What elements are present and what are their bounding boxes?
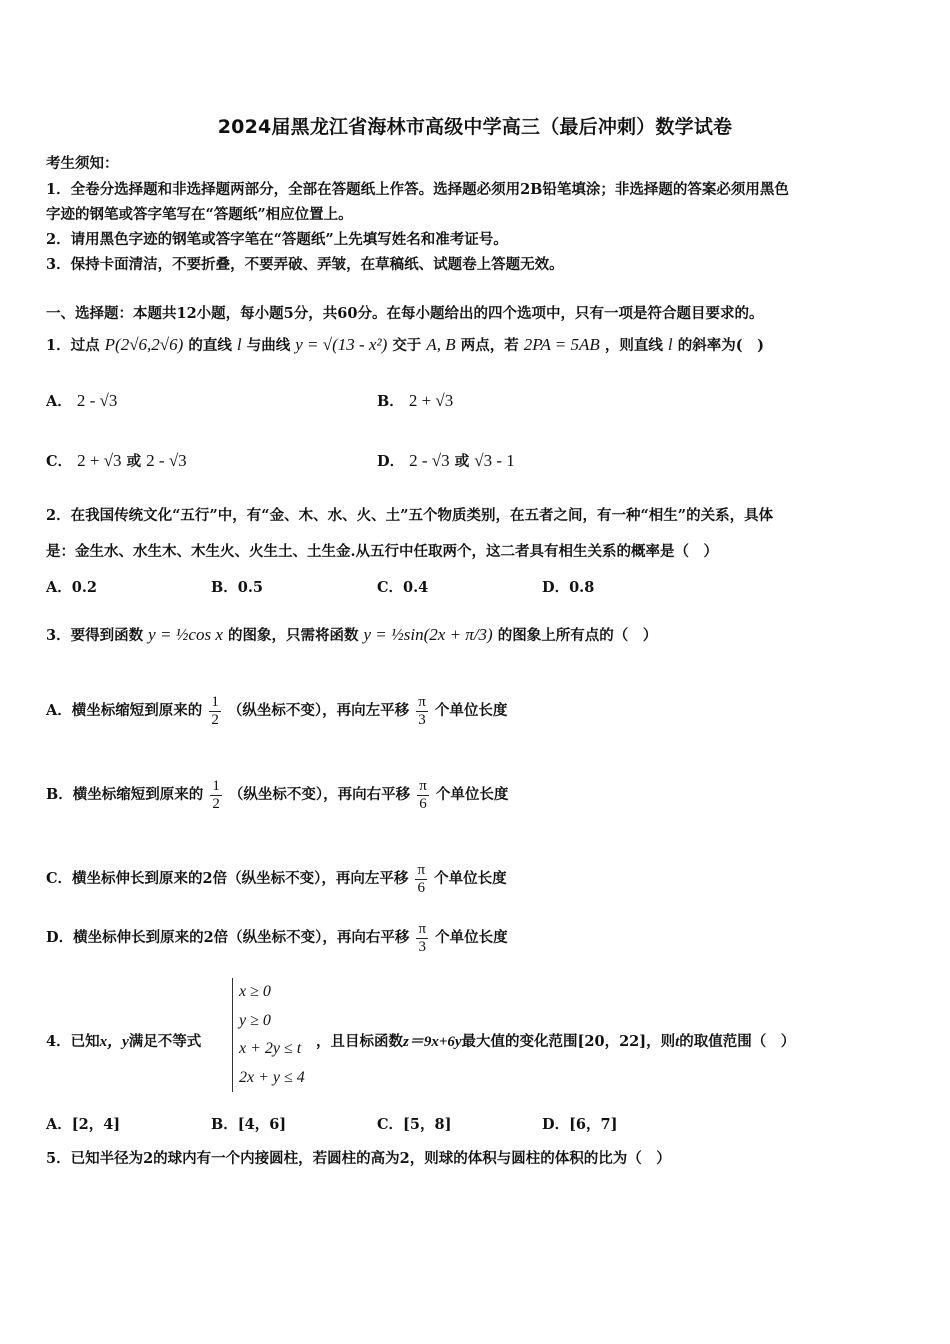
option-value: 2 - √3 — [146, 451, 187, 470]
fraction-one-half — [210, 778, 222, 812]
fraction-numerator: π — [419, 778, 427, 794]
q1-points-ab: A, B — [426, 335, 456, 354]
q4-text: 满足不等式 — [128, 1033, 202, 1050]
q1-curve: y = √(13 - x²) — [295, 335, 388, 354]
option-text: 个单位长度 — [434, 702, 508, 719]
q3-option-b[interactable] — [46, 778, 508, 812]
q1-text: ，则直线 — [604, 337, 663, 354]
option-or: 或 — [126, 453, 142, 470]
q3-text: 的图象，只需将函数 — [227, 627, 359, 644]
notice-heading: 考生须知： — [46, 155, 119, 172]
q4-text: 4．已知 — [46, 1033, 100, 1050]
fraction-denominator: 2 — [212, 795, 220, 812]
fraction-pi-over-3 — [416, 694, 428, 728]
fraction-numerator: 1 — [211, 694, 219, 710]
fraction-one-half — [209, 694, 221, 728]
option-text: （纵坐标不变），再向左平移 — [227, 702, 410, 719]
q1-option-b[interactable] — [377, 390, 453, 411]
option-text: 个单位长度 — [435, 929, 508, 946]
section-heading: 一、选择题：本题共12小题，每小题5分，共60分。在每小题给出的四个选项中，只有一项是符合题目要求的。 — [46, 305, 764, 322]
option-value: 2 + √3 — [77, 451, 122, 470]
option-letter: A． — [46, 393, 72, 410]
option-letter: B． — [377, 393, 404, 410]
q1-option-c[interactable] — [46, 450, 187, 471]
notice-item: 3．保持卡面清洁，不要折叠，不要弄破、弄皱，在草稿纸、试题卷上答题无效。 — [46, 256, 564, 273]
question-1-stem — [46, 334, 764, 355]
q4-option-a[interactable]: A．[2，4] — [46, 1116, 121, 1133]
q2-option-c[interactable]: C．0.4 — [377, 579, 429, 596]
fraction-pi-over-3 — [416, 921, 428, 955]
q3-text: 的图象上所有点的（ ） — [497, 627, 658, 644]
fraction-denominator: 6 — [419, 795, 427, 812]
question-4-stem-right — [316, 1030, 795, 1051]
fraction-numerator: π — [418, 921, 427, 937]
q4-objective: z＝9x+6y — [403, 1034, 462, 1050]
option-value: 2 + √3 — [408, 391, 454, 410]
q4-option-b[interactable]: B．[4，6] — [211, 1116, 287, 1133]
fraction-numerator: π — [418, 694, 426, 710]
q4-text: ，且目标函数 — [316, 1033, 403, 1050]
option-or: 或 — [454, 453, 470, 470]
q1-option-a[interactable] — [46, 390, 117, 411]
option-letter: C． — [46, 453, 73, 470]
question-2-line: 2．在我国传统文化“五行”中，有“金、木、水、火、土”五个物质类别，在五者之间，有一种“相生”的关系，具体 — [46, 507, 774, 524]
fraction-pi-over-6 — [417, 778, 429, 812]
option-value: 2 - √3 — [409, 451, 450, 470]
option-text: 个单位长度 — [434, 870, 507, 887]
option-value: 2 - √3 — [76, 391, 118, 410]
notice-item: 2．请用黑色字迹的钢笔或答字笔在“答题纸”上先填写姓名和准考证号。 — [46, 231, 508, 248]
option-value: √3 - 1 — [474, 451, 515, 470]
q2-option-a[interactable]: A．0.2 — [46, 579, 97, 596]
q4-text: 的取值范围（ ） — [679, 1033, 796, 1050]
q1-text: 交于 — [392, 337, 422, 354]
fraction-denominator: 3 — [418, 938, 427, 955]
q2-option-b[interactable]: B．0.5 — [211, 579, 263, 596]
q4-option-c[interactable]: C．[5，8] — [377, 1116, 452, 1133]
inequality: y ≥ 0 — [239, 1011, 271, 1029]
q1-line-symbol: l — [667, 335, 673, 354]
q4-text: 最大值的变化范围[20，22]，则 — [461, 1033, 676, 1050]
q1-text: 两点，若 — [460, 337, 519, 354]
brace-icon — [226, 1030, 233, 1038]
q1-text: 的直线 — [188, 337, 232, 354]
q2-option-d[interactable]: D．0.8 — [542, 579, 595, 596]
q3-option-a[interactable] — [46, 694, 507, 728]
q4-variables: x，y — [99, 1034, 129, 1050]
q3-function-1: y = ½cos x — [148, 625, 223, 644]
fraction-pi-over-6 — [415, 862, 427, 896]
option-text: C．横坐标伸长到原来的2倍（纵坐标不变），再向左平移 — [46, 870, 409, 887]
fraction-denominator: 6 — [417, 879, 425, 896]
option-text: B．横坐标缩短到原来的 — [46, 786, 204, 803]
exam-title: 2024届黑龙江省海林市高级中学高三（最后冲刺）数学试卷 — [217, 116, 733, 138]
notice-item: 字迹的钢笔或答字笔写在“答题纸”相应位置上。 — [46, 206, 353, 223]
option-text: 个单位长度 — [435, 786, 509, 803]
q4-option-d[interactable]: D．[6，7] — [542, 1116, 618, 1133]
option-text: D．横坐标伸长到原来的2倍（纵坐标不变），再向右平移 — [46, 929, 410, 946]
question-4-stem-left — [46, 1030, 201, 1051]
q1-line-symbol: l — [236, 335, 242, 354]
option-text: （纵坐标不变），再向右平移 — [228, 786, 411, 803]
question-2-line: 是：金生水、水生木、木生火、火生土、土生金.从五行中任取两个，这二者具有相生关系的概率是（ ） — [46, 543, 719, 560]
q1-condition: 2PA = 5AB — [523, 335, 600, 354]
option-letter: D． — [377, 453, 405, 470]
q3-option-d[interactable] — [46, 921, 508, 955]
inequality: x ≥ 0 — [239, 983, 271, 1000]
q3-function-2: y = ½sin(2x + π/3) — [363, 625, 493, 644]
fraction-denominator: 2 — [211, 711, 219, 728]
q3-option-c[interactable] — [46, 862, 507, 896]
inequality: 2x + y ≤ 4 — [239, 1068, 305, 1086]
q1-point: P(2√6,2√6) — [104, 335, 184, 354]
notice-item: 1．全卷分选择题和非选择题两部分，全部在答题纸上作答。选择题必须用2B铅笔填涂；非选择题的答案必须用黑色 — [46, 181, 789, 198]
q4-t: t — [675, 1034, 680, 1050]
q1-text: 的斜率为( ) — [677, 337, 764, 354]
q1-option-d[interactable] — [377, 450, 515, 471]
q3-text: 3．要得到函数 — [46, 627, 144, 644]
question-3-stem — [46, 624, 657, 645]
inequality: x + 2y ≤ t — [239, 1040, 302, 1057]
q1-text: 1．过点 — [46, 337, 100, 354]
fraction-denominator: 3 — [418, 711, 426, 728]
question-5-stem: 5．已知半径为2的球内有一个内接圆柱，若圆柱的高为2，则球的体积与圆柱的体积的比为（ ） — [46, 1150, 671, 1167]
fraction-numerator: π — [417, 862, 426, 878]
fraction-numerator: 1 — [212, 778, 220, 794]
option-text: A．横坐标缩短到原来的 — [46, 702, 203, 719]
q1-text: 与曲线 — [246, 337, 291, 354]
inequality-system — [232, 978, 305, 1092]
